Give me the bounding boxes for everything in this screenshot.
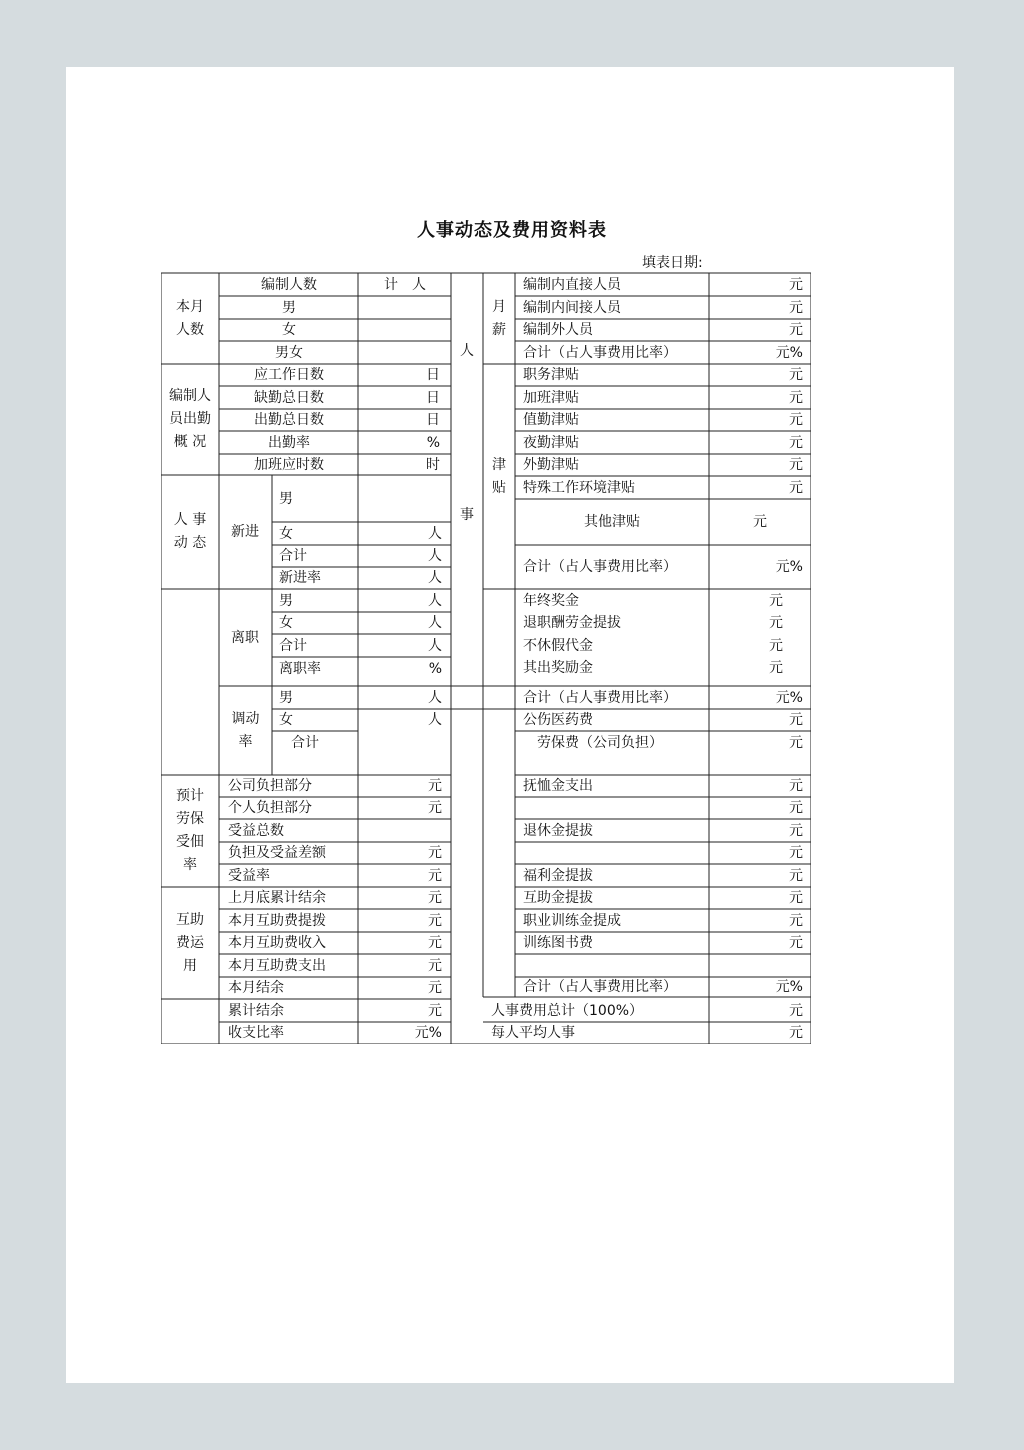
welfare-label: 劳保费（公司负担）	[537, 734, 663, 751]
labor-insurance-label: 负担及受益差额	[228, 845, 326, 861]
welfare-label: 公伤医药费	[523, 712, 593, 728]
labor-insurance-value: 元	[428, 845, 442, 861]
resign-value: 人	[428, 637, 442, 654]
welfare-value: 元	[789, 800, 803, 816]
mutual-aid-value: 元	[428, 912, 442, 929]
allowance-label: 夜勤津贴	[523, 434, 579, 451]
group-attendance-line: 编制人	[169, 388, 211, 404]
mutual-aid-value: 元	[428, 935, 442, 951]
group-personnel-dynamics	[161, 509, 219, 555]
welfare-value: 元	[789, 912, 803, 929]
new-hire-value: 人	[428, 548, 442, 564]
labor-insurance-label: 个人负担部分	[228, 800, 312, 816]
allowance-value: 元%	[775, 559, 803, 575]
group-personnel-dynamics-line: 人 事	[173, 512, 207, 528]
attendance-value: %	[426, 434, 440, 451]
transfer-label: 男	[279, 689, 293, 706]
resign-value: %	[428, 660, 442, 677]
group-allowance	[483, 454, 515, 500]
group-personnel-dynamics-line: 动 态	[173, 535, 207, 551]
bonus-total-label: 合计（占人事费用比率）	[523, 689, 677, 706]
group-attendance-line: 员出勤	[169, 411, 211, 427]
mutual-aid-value: 元	[428, 980, 442, 996]
attendance-label: 应工作日数	[254, 367, 324, 383]
bonus-value: 元	[769, 592, 783, 609]
labor-insurance-label: 受益率	[228, 867, 270, 884]
grand-total-value: 元	[789, 1025, 803, 1041]
resign-label: 合计	[279, 637, 307, 654]
allowance-value: 元	[789, 479, 803, 496]
bonus-label: 年终奖金	[523, 592, 579, 609]
welfare-label: 训练图书费	[523, 935, 593, 951]
allowance-label: 特殊工作环境津贴	[523, 479, 635, 496]
allowance-label: 职务津贴	[523, 367, 579, 383]
salary-label: 编制内直接人员	[523, 276, 621, 293]
welfare-label: 合计（占人事费用比率）	[523, 979, 677, 995]
mutual-aid-value: 元	[428, 957, 442, 974]
personnel-cost-table	[161, 272, 811, 1044]
group-mutual-aid-line: 费运	[176, 934, 204, 951]
allowance-label: 外勤津贴	[523, 457, 579, 473]
allowance-value: 元	[789, 367, 803, 383]
group-salary-line: 薪	[492, 321, 506, 338]
resign-label: 女	[279, 615, 293, 631]
group-mutual-aid-line: 用	[183, 957, 197, 974]
welfare-label: 职业训练金提成	[523, 912, 621, 929]
welfare-label: 抚恤金支出	[523, 778, 593, 794]
welfare-value: 元	[789, 935, 803, 951]
bonus-label: 其出奖励金	[523, 659, 593, 676]
salary-value: 元%	[775, 344, 803, 361]
group-mutual-aid	[161, 909, 219, 978]
new-hire-label: 男	[279, 490, 293, 507]
welfare-label: 退休金提拔	[523, 822, 593, 839]
new-hire-label: 合计	[279, 548, 307, 564]
welfare-value: 元	[789, 734, 803, 751]
mutual-aid-label: 本月互助费提拨	[228, 912, 326, 929]
group-labor-insurance-line: 劳保	[176, 811, 204, 827]
group-salary-line: 月	[492, 298, 506, 315]
allowance-value: 元	[753, 514, 767, 530]
attendance-label: 加班应时数	[254, 456, 324, 473]
salary-value: 元	[789, 322, 803, 338]
labor-insurance-value: 元	[428, 867, 442, 884]
grand-total-value: 元	[789, 1002, 803, 1019]
resign-label: 离职率	[279, 660, 321, 677]
group-labor-insurance-line: 预计	[176, 788, 204, 804]
welfare-value: 元	[789, 890, 803, 906]
resign-section-label: 离职	[231, 629, 259, 646]
attendance-label: 缺勤总日数	[254, 389, 324, 406]
attendance-label: 出勤率	[268, 434, 310, 451]
bonus-value: 元	[769, 659, 783, 676]
mutual-aid-label: 累计结余	[228, 1002, 284, 1019]
new-hire-label: 新进率	[279, 570, 321, 586]
headcount-label: 编制人数	[261, 276, 317, 293]
salary-label: 编制内间接人员	[523, 299, 621, 316]
group-mutual-aid-line: 互助	[176, 911, 204, 928]
allowance-label: 值勤津贴	[523, 412, 579, 428]
labor-insurance-label: 公司负担部分	[228, 778, 312, 794]
group-allowance-line: 贴	[492, 479, 506, 496]
transfer-section-label-line: 率	[238, 733, 253, 750]
transfer-section-label-line: 调动	[231, 710, 260, 727]
salary-value: 元	[789, 299, 803, 316]
transfer-section-label	[219, 708, 272, 754]
grand-total-label: 人事费用总计（100%）	[491, 1002, 644, 1019]
group-labor-insurance	[161, 785, 219, 877]
salary-label: 编制外人员	[523, 322, 593, 338]
labor-insurance-value: 元	[428, 800, 442, 816]
mutual-aid-value: 元%	[414, 1025, 442, 1041]
welfare-value: 元	[789, 845, 803, 861]
mutual-aid-label: 本月结余	[228, 980, 284, 996]
welfare-value: 元	[789, 778, 803, 794]
headcount-label: 女	[282, 322, 296, 338]
allowance-value: 元	[789, 389, 803, 406]
labor-insurance-label: 受益总数	[228, 822, 284, 839]
headcount-label: 男	[282, 299, 296, 316]
allowance-label: 其他津贴	[584, 514, 640, 530]
new-hire-label: 女	[279, 525, 293, 542]
group-monthly-headcount-line: 人数	[176, 321, 204, 338]
attendance-value: 时	[426, 456, 440, 473]
fill-date-label: 填表日期:	[642, 255, 703, 271]
outer-label-shi: 事	[460, 507, 474, 523]
attendance-value: 日	[426, 412, 440, 428]
attendance-label: 出勤总日数	[254, 412, 324, 428]
mutual-aid-value: 元	[428, 1002, 442, 1019]
new-hire-value: 人	[428, 570, 442, 586]
group-salary	[483, 296, 515, 342]
bonus-label: 不休假代金	[523, 637, 593, 654]
labor-insurance-value: 元	[428, 778, 442, 794]
transfer-label: 女	[279, 712, 293, 728]
welfare-label: 福利金提拔	[523, 867, 593, 884]
resign-label: 男	[279, 592, 293, 609]
allowance-value: 元	[789, 412, 803, 428]
allowance-value: 元	[789, 457, 803, 473]
bonus-label: 退职酬劳金提拔	[523, 615, 621, 631]
group-attendance	[161, 385, 219, 454]
outer-label-ren: 人	[460, 342, 474, 359]
form-title: 人事动态及费用资料表	[417, 220, 607, 241]
transfer-label: 合计	[291, 734, 319, 751]
welfare-value: 元	[789, 867, 803, 884]
allowance-label: 加班津贴	[523, 389, 579, 406]
new-hire-value: 人	[428, 525, 442, 542]
transfer-value: 人	[428, 689, 442, 706]
group-attendance-line: 概 况	[173, 434, 207, 450]
bonus-total-value: 元%	[775, 689, 803, 706]
group-monthly-headcount	[161, 296, 219, 342]
welfare-value: 元%	[775, 979, 803, 995]
mutual-aid-label: 本月互助费支出	[228, 957, 326, 974]
mutual-aid-label: 本月互助费收入	[228, 935, 326, 951]
group-allowance-line: 津	[492, 456, 506, 473]
salary-label: 合计（占人事费用比率）	[523, 344, 677, 361]
welfare-label: 互助金提拔	[523, 890, 593, 906]
bonus-value: 元	[769, 615, 783, 631]
headcount-label: 男女	[275, 344, 303, 361]
transfer-value: 人	[428, 712, 442, 728]
mutual-aid-label: 上月底累计结余	[228, 890, 326, 906]
grand-total-label: 每人平均人事	[491, 1025, 575, 1041]
bonus-value: 元	[769, 637, 783, 654]
group-monthly-headcount-line: 本月	[176, 298, 204, 315]
welfare-value: 元	[789, 712, 803, 728]
attendance-value: 日	[426, 389, 440, 406]
mutual-aid-value: 元	[428, 890, 442, 906]
group-labor-insurance-line: 率	[183, 857, 197, 873]
allowance-label: 合计（占人事费用比率）	[523, 559, 677, 575]
salary-value: 元	[789, 276, 803, 293]
mutual-aid-label: 收支比率	[228, 1025, 284, 1041]
group-labor-insurance-line: 受佃	[176, 834, 204, 850]
allowance-value: 元	[789, 434, 803, 451]
new-hire-section-label: 新进	[231, 524, 259, 540]
headcount-value: 计 人	[384, 276, 426, 293]
attendance-value: 日	[426, 367, 440, 383]
welfare-value: 元	[789, 822, 803, 839]
resign-value: 人	[428, 615, 442, 631]
resign-value: 人	[428, 592, 442, 609]
